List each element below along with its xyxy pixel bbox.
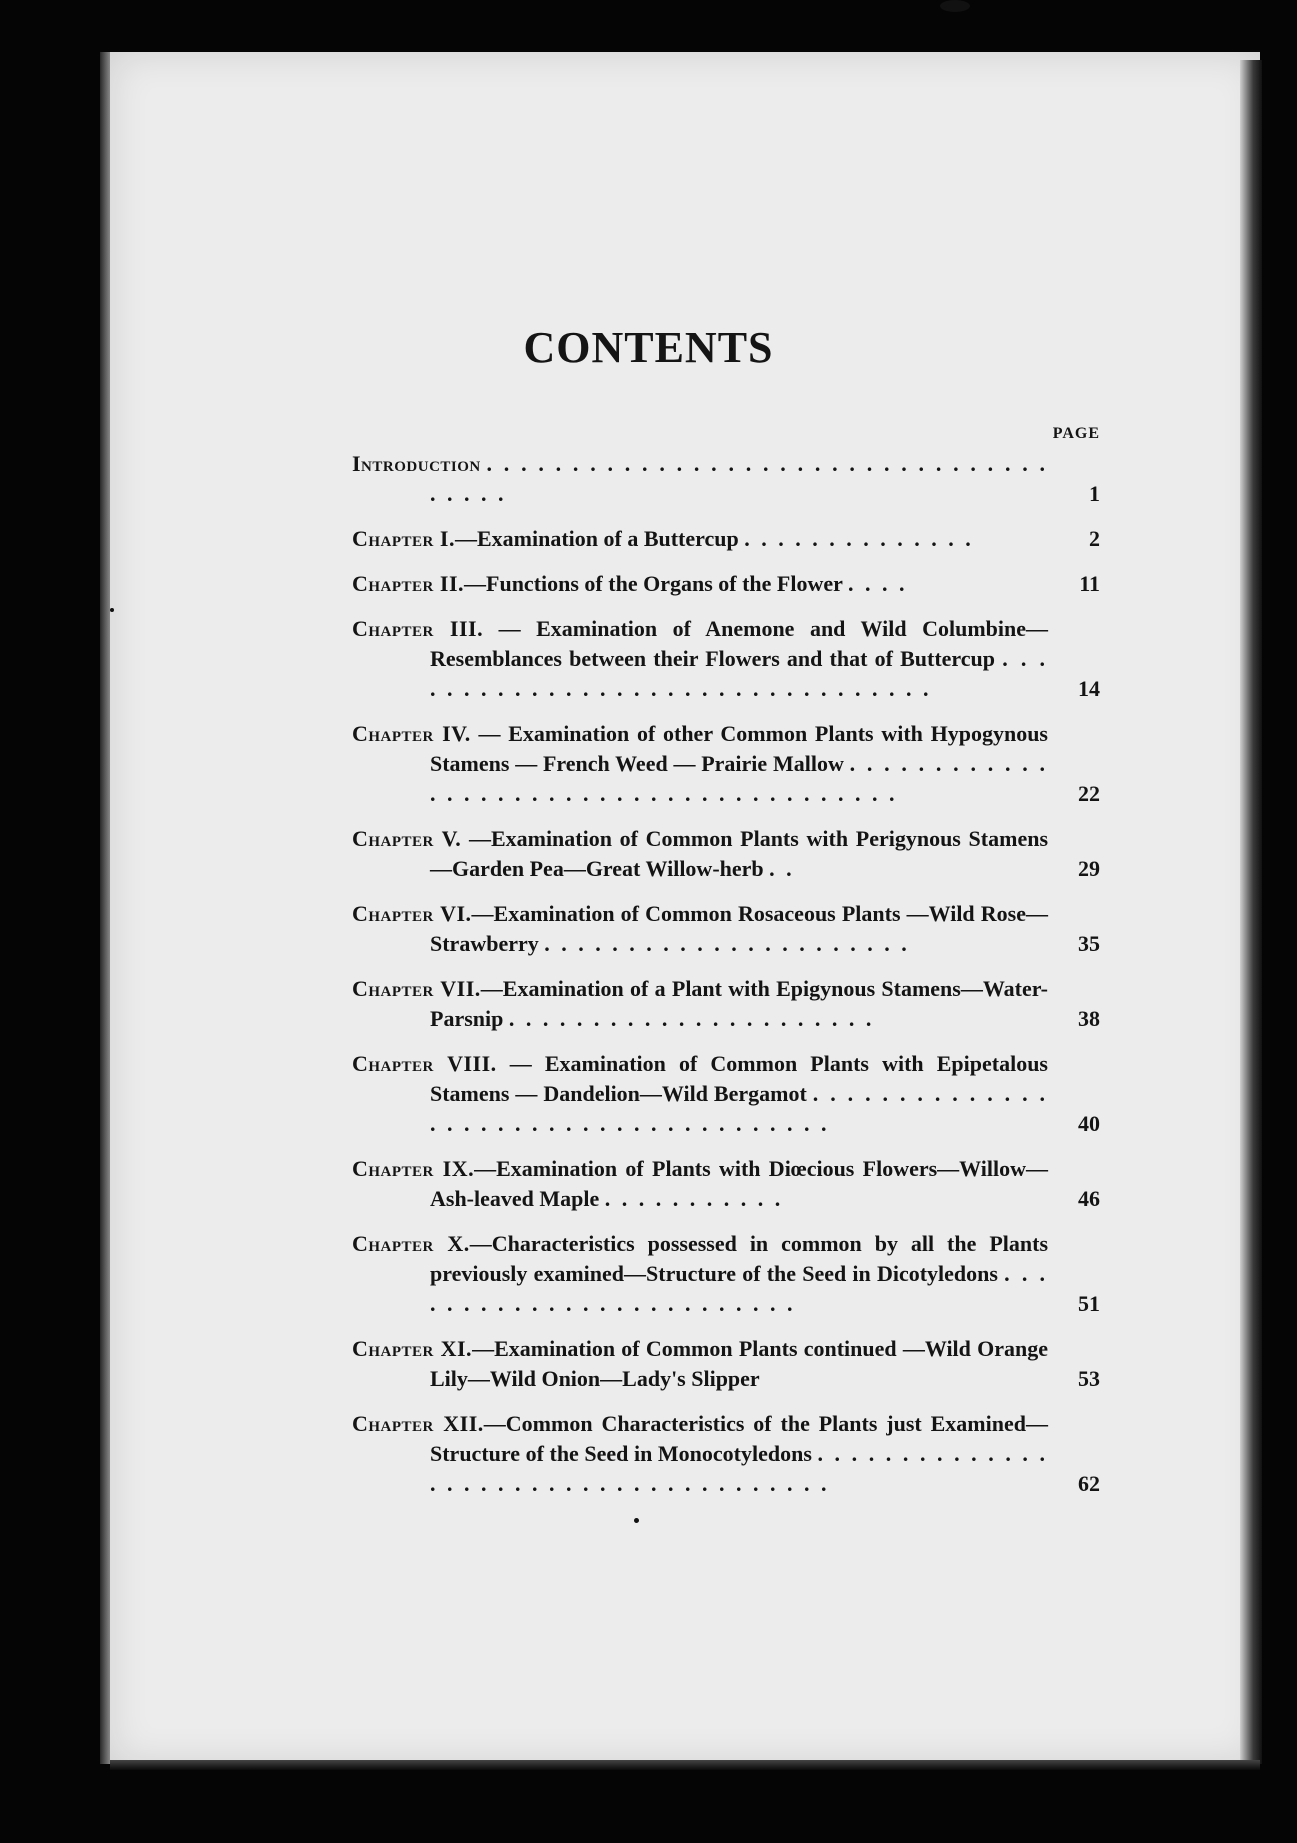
toc-entry-chapter-4	[352, 719, 1100, 809]
toc-entry-chapter-9	[352, 1154, 1100, 1214]
toc-entry-title: — Examination of Common Plants with Epipetalous Stamens — Dandelion—Wild Bergamot	[430, 1051, 1048, 1106]
toc-page-number: 46	[1078, 1186, 1100, 1211]
leader-dots: . . . . . . . . . . .	[604, 1186, 784, 1211]
toc-page-number: 11	[1079, 571, 1100, 596]
toc-page-number: 53	[1078, 1366, 1100, 1391]
toc-entry-chapter-7	[352, 974, 1100, 1034]
toc-chapter-label: Chapter VIII.	[352, 1051, 497, 1076]
leader-dots: . . . . . . . . . . . . . . . . . . . . . . . . . . . . . . . . . . . . . .	[430, 451, 1049, 506]
leader-dots: . . . . . . . . . . . . . . . . . . . . . . . . . . . . . . . . .	[430, 646, 1049, 701]
toc-chapter-label: Chapter III.	[352, 616, 484, 641]
toc-entry-chapter-8	[352, 1049, 1100, 1139]
toc-page-number: 40	[1078, 1111, 1100, 1136]
toc-chapter-label: Chapter X.	[352, 1231, 470, 1256]
leader-dots: . . . . . . . . . . . . . . . . . . . . . . . . . . . . . . . . . . . . . . . .	[430, 751, 1048, 806]
leader-dots: . .	[769, 856, 795, 881]
toc-page-number: 38	[1078, 1006, 1100, 1031]
table-of-contents	[352, 425, 1100, 1514]
toc-entry-title: —Examination of Common Plants with Perigynous Stamens—Garden Pea—Great Willow-herb	[430, 826, 1049, 881]
toc-entry-title: — Examination of Anemone and Wild Columbine—Resemblances between their Flowers and that of Buttercup	[430, 616, 1048, 671]
toc-chapter-label: Introduction	[352, 451, 481, 476]
toc-chapter-label: Chapter IV.	[352, 721, 471, 746]
toc-entry-title: —Common Characteristics of the Plants just Examined—Structure of the Seed in Monocotyledons	[430, 1411, 1048, 1466]
page-column-header: PAGE	[1052, 425, 1100, 442]
toc-entry-title: —Examination of Plants with Diœcious Flowers—Willow—Ash-leaved Maple	[430, 1156, 1048, 1211]
toc-page-number: 22	[1078, 781, 1100, 806]
leader-dots: . . . . . . . . . . . . . .	[744, 526, 974, 551]
leader-dots: . . . . . . . . . . . . . . . . . . . . . . . . . . . . . . . . . . . . . .	[430, 1081, 1049, 1136]
page-right-edge	[1240, 60, 1262, 1764]
toc-entry-title: — Examination of other Common Plants with Hypogynous Stamens — French Weed — Prairie Mallow	[430, 721, 1048, 776]
toc-entry-chapter-5	[352, 824, 1100, 884]
scan-speck	[634, 1518, 639, 1523]
toc-entry-chapter-11	[352, 1334, 1100, 1394]
toc-entry-chapter-1	[352, 524, 1100, 554]
toc-entry-title: —Examination of Common Plants continued —Wild Orange Lily—Wild Onion—Lady's Slipper	[430, 1336, 1048, 1391]
toc-chapter-label: Chapter I.	[352, 526, 455, 551]
toc-entry-chapter-6	[352, 899, 1100, 959]
toc-entry-chapter-10	[352, 1229, 1100, 1319]
scan-speck	[940, 0, 970, 12]
toc-entry-title: —Functions of the Organs of the Flower	[464, 571, 843, 596]
toc-chapter-label: Chapter VII.	[352, 976, 481, 1001]
toc-chapter-label: Chapter V.	[352, 826, 462, 851]
toc-entry-chapter-2	[352, 569, 1100, 599]
toc-page-number: 2	[1089, 526, 1100, 551]
leader-dots: . . . . . . . . . . . . . . . . . . . . . .	[544, 931, 910, 956]
toc-chapter-label: Chapter II.	[352, 571, 465, 596]
toc-chapter-label: Chapter VI.	[352, 901, 472, 926]
scan-speck	[110, 608, 114, 612]
toc-entry-title: —Characteristics possessed in common by all the Plants previously examined—Structure of the Seed in Dicotyledons	[430, 1231, 1049, 1286]
toc-entry-introduction	[352, 449, 1100, 509]
page-bottom-edge	[110, 1760, 1260, 1770]
leader-dots: . . . . . . . . . . . . . . . . . . . . . . . . .	[430, 1261, 1049, 1316]
toc-page-number: 14	[1078, 676, 1100, 701]
toc-page-number: 1	[1089, 481, 1100, 506]
leader-dots: . . . . . . . . . . . . . . . . . . . . . .	[508, 1006, 875, 1031]
toc-chapter-label: Chapter IX.	[352, 1156, 475, 1181]
toc-page-number: 35	[1078, 931, 1100, 956]
toc-entry-chapter-12	[352, 1409, 1100, 1499]
toc-chapter-label: Chapter XI.	[352, 1336, 473, 1361]
toc-chapter-label: Chapter XII.	[352, 1411, 484, 1436]
toc-page-number: 51	[1078, 1291, 1100, 1316]
leader-dots: . . . .	[847, 571, 908, 596]
toc-page-number: 62	[1078, 1471, 1100, 1496]
toc-entry-chapter-3	[352, 614, 1100, 704]
toc-entry-title: —Examination of a Buttercup	[454, 526, 739, 551]
page-title: CONTENTS	[523, 323, 774, 372]
toc-entry-title: —Examination of a Plant with Epigynous Stamens—Water-Parsnip	[430, 976, 1048, 1031]
leader-dots: . . . . . . . . . . . . . . . . . . . . . . . . . . . . . . . . . . . . . .	[430, 1441, 1048, 1496]
toc-entry-title: —Examination of Common Rosaceous Plants —Wild Rose—Strawberry	[430, 901, 1048, 956]
toc-page-number: 29	[1078, 856, 1100, 881]
